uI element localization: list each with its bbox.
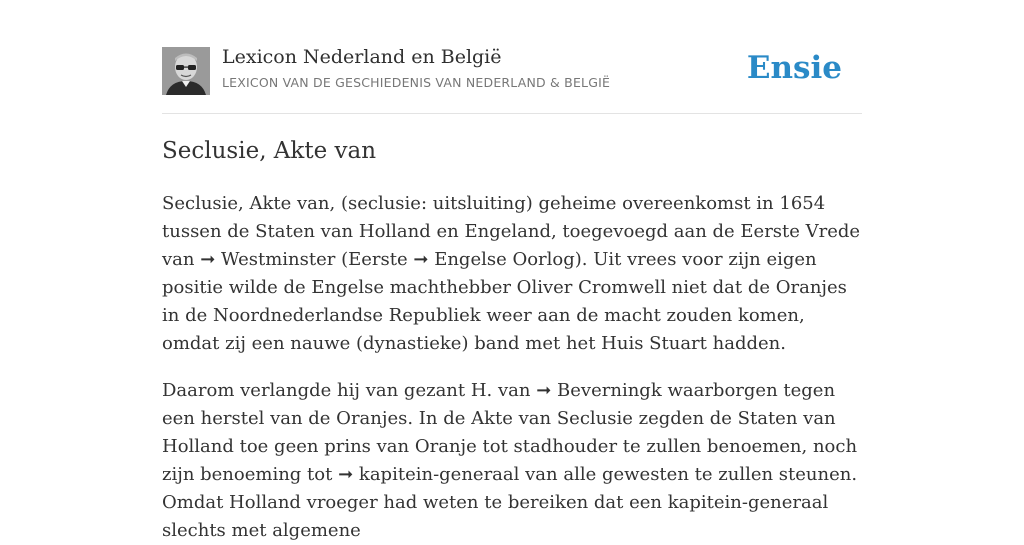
cross-reference-arrow-icon: ➞ — [200, 249, 216, 270]
paragraph-text: ). Uit vrees voor zijn eigen positie wilde de Engelse machthebber Oliver Cromwell niet dat de Oranjes in de Noordnederlandse Republiek weer aan de macht zouden komen, omdat zij een nauwe (dynastieke) band met het Huis Stuart hadden. — [162, 249, 847, 354]
paragraph-text: van alle gewesten te zullen steunen. Omdat Holland vroeger had weten te bereiken dat een kapitein-generaal slechts met algemene — [162, 464, 858, 541]
link-engelse-oorlog[interactable]: Engelse Oorlog — [434, 249, 575, 270]
paragraph-text: Seclusie, Akte van, (seclusie: uitsluiting) geheime overeenkomst in 1654 tussen de Staten van Holland en Engeland, toegevoegd aan de Eerste Vrede van — [162, 193, 861, 270]
cross-reference-arrow-icon: ➞ — [338, 464, 354, 485]
paragraph-text: (Eerste — [335, 249, 414, 270]
person-portrait-icon — [162, 47, 210, 95]
site-subtitle: LEXICON VAN DE GESCHIEDENIS VAN NEDERLAND & BELGIË — [222, 75, 611, 90]
entry-title: Seclusie, Akte van — [162, 138, 377, 164]
cross-reference-arrow-icon: ➞ — [536, 380, 552, 401]
article-paragraph-2 — [162, 377, 862, 545]
site-header — [162, 0, 862, 114]
site-title[interactable]: Lexicon Nederland en België — [222, 46, 502, 68]
link-kapitein-generaal[interactable]: kapitein-generaal — [358, 464, 520, 485]
link-beverningk[interactable]: Beverningk — [557, 380, 662, 401]
link-westminster[interactable]: Westminster — [221, 249, 336, 270]
paragraph-text: Daarom verlangde hij van gezant H. van — [162, 380, 537, 401]
cross-reference-arrow-icon: ➞ — [413, 249, 429, 270]
page-container — [162, 0, 862, 541]
article-paragraph-1 — [162, 190, 862, 358]
ensie-logo[interactable]: Ensie — [746, 50, 842, 86]
author-avatar[interactable] — [162, 47, 210, 95]
paragraph-text: waarborgen tegen een herstel van de Oranjes. In de Akte van Seclusie zegden de Staten van Holland toe geen prins van Oranje tot stadhouder te zullen benoemen, noch zijn benoeming tot — [162, 380, 858, 485]
